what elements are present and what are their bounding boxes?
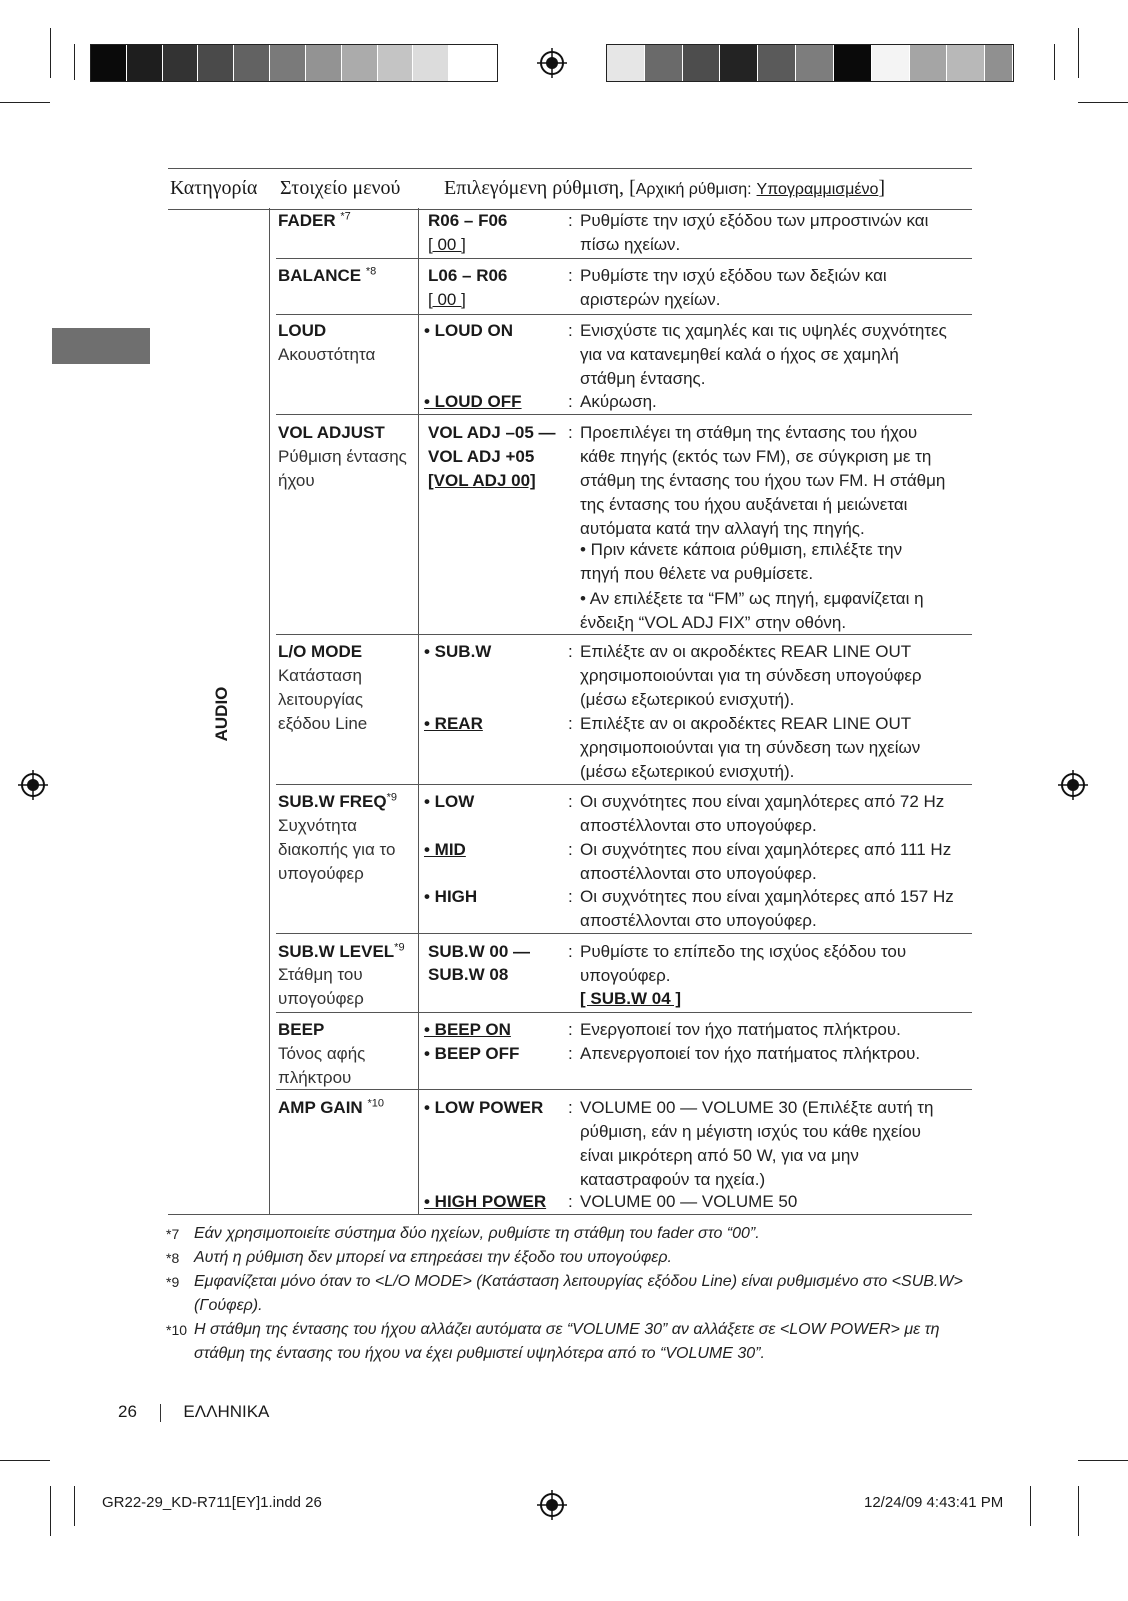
description: Ενισχύστε τις χαμηλές και τις υψηλές συχνότητες για να κατανεμηθεί καλά ο ήχος σε χαμηλή στάθμη έντασης. (580, 321, 947, 388)
footnote: *10 Η στάθμη της έντασης του ήχου αλλάζει αυτόματα σε “VOLUME 30” αν αλλάξετε σε <LOW POWER> με τη στάθμη της έντασης του ήχου να έχει ρυθμιστεί υψηλότερα από το “VOLUME 30”. (166, 1321, 940, 1362)
header-setting: Επιλεγόμενη ρύθμιση, [Αρχική ρύθμιση: Υπογραμμισμένο] (444, 177, 886, 199)
option-subw: • SUB.W (424, 642, 492, 661)
menu-item-balance: BALANCE $^{*8}$ (278, 265, 377, 285)
footnote: *7 Εάν χρησιμοποιείτε σύστημα δύο ηχείων, ρυθμίστε τη στάθμη του fader στο “00”. (166, 1225, 760, 1242)
print-file-name: GR22-29_KD-R711[EY]1.indd 26 (102, 1494, 322, 1511)
description: Ακύρωση. (580, 392, 657, 411)
page-footer (118, 1402, 269, 1422)
language-label: ΕΛΛΗΝΙΚΑ (183, 1402, 270, 1421)
option-beep-on: • BEEP ON (424, 1020, 511, 1039)
description: Επιλέξτε αν οι ακροδέκτες REAR LINE OUT χρησιμοποιούνται για τη σύνδεση υπογούφερ (μέσω εξωτερικού ενισχυτή). (580, 642, 922, 709)
option-default: [ 00 ] (428, 235, 466, 254)
description: Οι συχνότητες που είναι χαμηλότερες από 111 Hz αποστέλλονται στο υπογούφερ. (580, 840, 952, 883)
option-range: L06 – R06 (428, 266, 508, 285)
option-range: VOL ADJ –05 — (428, 423, 556, 442)
option-loud-on: • LOUD ON (424, 321, 514, 340)
option-range: R06 – F06 (428, 211, 508, 230)
table-bottom-line (168, 1214, 972, 1215)
table-divider (418, 208, 419, 1214)
option-loud-off: • LOUD OFF (424, 392, 522, 411)
option-range: SUB.W 00 — (428, 942, 531, 961)
option-beep-off: • BEEP OFF (424, 1044, 520, 1063)
description: Απενεργοποιεί τον ήχο πατήματος πλήκτρου. (580, 1044, 921, 1063)
menu-item-subtitle: Στάθμη του (278, 965, 363, 984)
menu-item-subtitle: πλήκτρου (278, 1068, 352, 1087)
option-default: [ 00 ] (428, 290, 466, 309)
header-category: Κατηγορία (170, 177, 258, 199)
description: Ενεργοποιεί τον ήχο πατήματος πλήκτρου. (580, 1020, 901, 1039)
menu-item-subw-level: SUB.W LEVEL$^{*9}$ (278, 941, 405, 961)
description: VOLUME 00 — VOLUME 50 (580, 1192, 798, 1211)
menu-item-fader: FADER $^{*7}$ (278, 210, 351, 230)
option-low: • LOW (424, 792, 475, 811)
footnote: *8 Αυτή η ρύθμιση δεν μπορεί να επηρεάσει την έξοδο του υπογούφερ. (166, 1249, 672, 1266)
registration-mark-icon (537, 48, 567, 78)
option-default: [VOL ADJ 00] (428, 471, 536, 490)
registration-mark-icon (537, 1490, 567, 1520)
option-default: [ SUB.W 04 ] (580, 989, 682, 1008)
menu-item-vol-adjust: VOL ADJUST (278, 423, 385, 442)
option-high-power: • HIGH POWER (424, 1192, 547, 1211)
menu-item-subtitle: Κατάσταση (278, 666, 363, 685)
color-bar-right (606, 44, 1014, 82)
option-rear: • REAR (424, 714, 483, 733)
menu-item-lo-mode: L/O MODE (278, 642, 363, 661)
print-date: 12/24/09 4:43:41 PM (864, 1494, 1004, 1511)
registration-mark-icon (1058, 770, 1088, 800)
bullet-note: • Αν επιλέξετε τα “FM” ως πηγή, εμφανίζεται η ένδειξη “VOL ADJ FIX” στην οθόνη. (580, 589, 924, 632)
menu-item-loud: LOUD (278, 321, 327, 340)
menu-item-subtitle: Ρύθμιση έντασης (278, 447, 407, 466)
description: Ρυθμίστε το επίπεδο της ισχύος εξόδου του υπογούφερ. (580, 942, 907, 985)
menu-item-subtitle: Ακουστότητα (278, 345, 376, 364)
color-bar-left (90, 44, 498, 82)
footnote: *9 Εμφανίζεται μόνο όταν το <L/O MODE> (Κατάσταση λειτουργίας εξόδου Line) είναι ρυθμισμένο στο <SUB.W> (Γούφερ). (166, 1273, 963, 1314)
option-high: • HIGH (424, 887, 478, 906)
menu-item-subtitle: υπογούφερ (278, 989, 364, 1008)
description: VOLUME 00 — VOLUME 30 (Επιλέξτε αυτή τη ρύθμιση, εάν η μέγιστη ισχύς του κάθε ηχείου είναι μικρότερη από 50 W, για να μην καταστραφούν τα ηχεία.) (580, 1098, 934, 1189)
menu-item-subtitle: λειτουργίας (278, 690, 364, 709)
menu-item-subtitle: Τόνος αφής (278, 1044, 366, 1063)
bullet-note: • Πριν κάνετε κάποια ρύθμιση, επιλέξτε την πηγή που θέλετε να ρυθμίσετε. (580, 540, 903, 583)
description: Οι συχνότητες που είναι χαμηλότερες από 157 Hz αποστέλλονται στο υπογούφερ. (580, 887, 954, 930)
option-low-power: • LOW POWER (424, 1098, 544, 1117)
registration-mark-icon (18, 770, 48, 800)
menu-item-beep: BEEP (278, 1020, 325, 1039)
menu-item-subtitle: Συχνότητα (278, 816, 357, 835)
description: Ρυθμίστε την ισχύ εξόδου των μπροστινών και πίσω ηχείων. (580, 211, 929, 254)
menu-item-subtitle: εξόδου Line (278, 714, 368, 733)
menu-item-subtitle: ήχου (278, 471, 315, 490)
menu-item-subtitle: υπογούφερ (278, 864, 364, 883)
menu-item-amp-gain: AMP GAIN $^{*10}$ (278, 1097, 384, 1117)
option-mid: • MID (424, 840, 466, 859)
table-header (168, 168, 972, 210)
language-tab (52, 328, 150, 364)
category-audio: AUDIO (212, 686, 231, 742)
menu-item-subtitle: διακοπής για το (278, 840, 396, 859)
option-range: SUB.W 08 (428, 965, 509, 984)
table-divider (269, 208, 270, 1214)
option-range: VOL ADJ +05 (428, 447, 535, 466)
header-menu-item: Στοιχείο μενού (280, 177, 401, 199)
description: Επιλέξτε αν οι ακροδέκτες REAR LINE OUT χρησιμοποιούνται για τη σύνδεση των ηχείων (μέσω εξωτερικού ενισχυτή). (580, 714, 921, 781)
description: Προεπιλέγει τη στάθμη της έντασης του ήχου κάθε πηγής (εκτός των FM), σε σύγκριση με τη στάθμη της έντασης του ήχου των FM. Η στάθμη της έντασης του ήχου αυξάνεται ή μειώνεται αυτόματα κατά την αλλαγή της πηγής. (580, 423, 946, 538)
page-number: 26 (118, 1402, 137, 1421)
menu-item-subw-freq: SUB.W FREQ$^{*9}$ (278, 791, 398, 811)
description: Ρυθμίστε την ισχύ εξόδου των δεξιών και αριστερών ηχείων. (580, 266, 887, 309)
description: Οι συχνότητες που είναι χαμηλότερες από 72 Hz αποστέλλονται στο υπογούφερ. (580, 792, 945, 835)
